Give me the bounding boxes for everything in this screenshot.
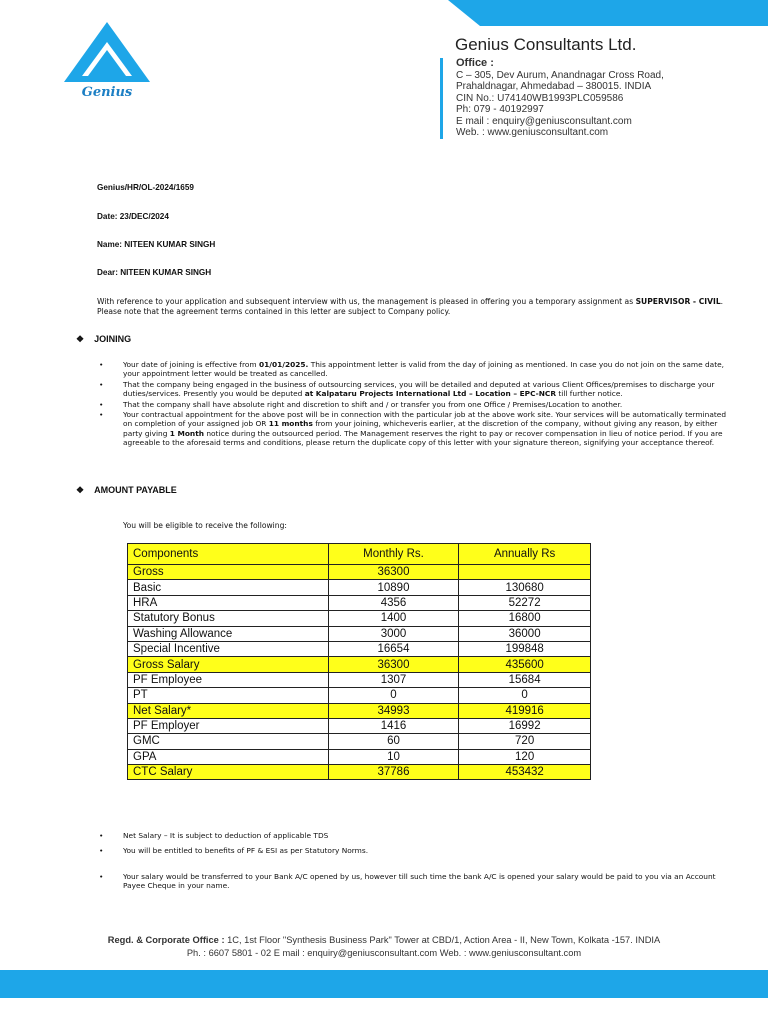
- table-cell-annual: 435600: [459, 657, 591, 672]
- table-cell-monthly: 4356: [328, 595, 459, 610]
- table-cell-annual: 720: [459, 734, 591, 749]
- table-cell-annual: 130680: [459, 580, 591, 595]
- genius-logo: [62, 20, 152, 100]
- table-cell-monthly: 36300: [328, 565, 459, 580]
- table-cell-component: CTC Salary: [128, 765, 329, 780]
- table-cell-component: Basic: [128, 580, 329, 595]
- table-cell-monthly: 36300: [328, 657, 459, 672]
- amount-intro: You will be eligible to receive the following:: [123, 521, 287, 530]
- table-row: [128, 703, 591, 718]
- table-cell-annual: 199848: [459, 641, 591, 656]
- table-cell-component: Statutory Bonus: [128, 611, 329, 626]
- table-cell-component: GMC: [128, 734, 329, 749]
- joining-list: [97, 360, 727, 449]
- footer-address: [0, 935, 768, 945]
- footer-label: Regd. & Corporate Office :: [107, 935, 225, 945]
- diamond-bullet-icon: ❖: [76, 334, 85, 344]
- list-item: • That the company shall have absolute right and discretion to shift and / or transfer you from one Office / Premises/Location to another.: [97, 400, 727, 409]
- office-email: E mail : enquiry@geniusconsultant.com: [456, 115, 632, 127]
- table-cell-monthly: 1416: [328, 718, 459, 733]
- table-cell-monthly: 37786: [328, 765, 459, 780]
- footer-contacts: Ph. : 6607 5801 - 02 E mail : enquiry@geniusconsultant.com Web. : www.geniusconsultant.com: [186, 948, 582, 958]
- table-row: [128, 734, 591, 749]
- salutation: Dear: NITEEN KUMAR SINGH: [97, 268, 212, 277]
- table-cell-monthly: 34993: [328, 703, 459, 718]
- table-cell-component: GPA: [128, 749, 329, 764]
- salary-table: [127, 543, 591, 780]
- table-cell-component: Washing Allowance: [128, 626, 329, 641]
- table-cell-annual: 36000: [459, 626, 591, 641]
- table-row: [128, 718, 591, 733]
- diamond-bullet-icon: ❖: [76, 485, 85, 495]
- intro-text: .: [720, 297, 724, 306]
- table-row: [128, 565, 591, 580]
- list-item: • That the company being engaged in the business of outsourcing services, you will be detailed and deputed at various Client Offices/premises to discharge your duties/services. Presently you would be deputed at Kalpataru Projects International Ltd – Location – EPC-NCR till further notice.: [97, 380, 727, 399]
- table-cell-annual: 16800: [459, 611, 591, 626]
- table-cell-component: Net Salary*: [128, 703, 329, 718]
- table-cell-monthly: 1307: [328, 672, 459, 687]
- table-cell-annual: 16992: [459, 718, 591, 733]
- office-phone: Ph: 079 - 40192997: [456, 104, 544, 115]
- list-item: • Net Salary – It is subject to deduction of applicable TDS: [97, 831, 727, 840]
- table-cell-annual: 52272: [459, 595, 591, 610]
- table-cell-component: PT: [128, 688, 329, 703]
- office-line: Prahaldnagar, Ahmedabad – 380015. INDIA: [456, 81, 652, 92]
- office-heading: Office :: [456, 57, 494, 69]
- table-cell-annual: 419916: [459, 703, 591, 718]
- table-cell-component: PF Employer: [128, 718, 329, 733]
- section-title: AMOUNT PAYABLE: [94, 485, 177, 495]
- table-cell-component: Gross Salary: [128, 657, 329, 672]
- table-cell-component: Special Incentive: [128, 641, 329, 656]
- table-cell-monthly: 16654: [328, 641, 459, 656]
- table-row: [128, 657, 591, 672]
- office-web: Web. : www.geniusconsultant.com: [456, 127, 609, 138]
- table-cell-component: Gross: [128, 565, 329, 580]
- office-address-block: [440, 58, 664, 139]
- column-header: Annually Rs: [459, 544, 591, 565]
- table-row: [128, 641, 591, 656]
- table-row: [128, 672, 591, 687]
- section-amount-payable: [76, 485, 177, 496]
- table-row: [128, 688, 591, 703]
- table-cell-annual: [459, 565, 591, 580]
- list-item: • Your contractual appointment for the above post will be in connection with the particular job at the above work site. Your services will be automatically terminated on completion of your assigned job OR 11 months from your joining, whicheveris earlier, at the discretion of the company, without giving any reason, by either party giving 1 Month notice during the outsourced period. The Management reserves the right to pay or recover compensation in lieu of notice period. If you are agreeable to the aforesaid terms and conditions, please return the duplicate copy of this letter with your signature thereon, signifying your acceptance thereof.: [97, 410, 727, 448]
- table-cell-annual: 453432: [459, 765, 591, 780]
- letter-date: Date: 23/DEC/2024: [97, 212, 169, 221]
- table-header-row: [128, 544, 591, 565]
- table-row: [128, 749, 591, 764]
- table-row: [128, 626, 591, 641]
- list-item: • You will be entitled to benefits of PF & ESI as per Statutory Norms.: [97, 846, 727, 855]
- table-cell-annual: 120: [459, 749, 591, 764]
- company-name: Genius Consultants Ltd.: [455, 35, 637, 54]
- salary-notes: [97, 831, 727, 892]
- table-row: [128, 595, 591, 610]
- table-row: [128, 765, 591, 780]
- footer-address-text: 1C, 1st Floor "Synthesis Business Park" Tower at CBD/1, Action Area - II, New Town, Kolkata -157. INDIA: [224, 935, 661, 945]
- letter-reference: Genius/HR/OL-2024/1659: [97, 183, 194, 192]
- header-accent-band: [448, 0, 768, 26]
- table-cell-monthly: 3000: [328, 626, 459, 641]
- table-cell-annual: 15684: [459, 672, 591, 687]
- table-cell-monthly: 1400: [328, 611, 459, 626]
- office-line: C – 305, Dev Aurum, Anandnagar Cross Road,: [456, 69, 664, 81]
- table-cell-component: HRA: [128, 595, 329, 610]
- table-cell-monthly: 10890: [328, 580, 459, 595]
- footer-accent-band: [0, 970, 768, 998]
- table-row: [128, 611, 591, 626]
- column-header: Components: [128, 544, 329, 565]
- svg-text:Genius: Genius: [81, 85, 133, 100]
- table-cell-monthly: 10: [328, 749, 459, 764]
- designation: SUPERVISOR - CIVIL: [635, 297, 721, 306]
- section-joining: [76, 334, 131, 345]
- intro-paragraph: [97, 297, 727, 316]
- intro-text: With reference to your application and subsequent interview with us, the management is pleased in offering you a temporary assignment as: [97, 297, 636, 306]
- intro-text: Please note that the agreement terms contained in this letter are subject to Company policy.: [97, 306, 451, 316]
- recipient-name: Name: NITEEN KUMAR SINGH: [97, 240, 216, 249]
- table-cell-component: PF Employee: [128, 672, 329, 687]
- table-row: [128, 580, 591, 595]
- table-cell-annual: 0: [459, 688, 591, 703]
- table-cell-monthly: 0: [328, 688, 459, 703]
- list-item: • Your date of joining is effective from 01/01/2025. This appointment letter is valid from the day of joining as mentioned. In case you do not join on the same date, your appointment letter would be treated as cancelled.: [97, 360, 727, 379]
- column-header: Monthly Rs.: [328, 544, 459, 565]
- section-title: JOINING: [94, 334, 132, 344]
- list-item: • Your salary would be transferred to your Bank A/C opened by us, however till such time the bank A/C is opened your salary would be paid to you via an Account Payee Cheque in your name.: [97, 872, 727, 891]
- table-cell-monthly: 60: [328, 734, 459, 749]
- office-cin: CIN No.: U74140WB1993PLC059586: [456, 92, 624, 104]
